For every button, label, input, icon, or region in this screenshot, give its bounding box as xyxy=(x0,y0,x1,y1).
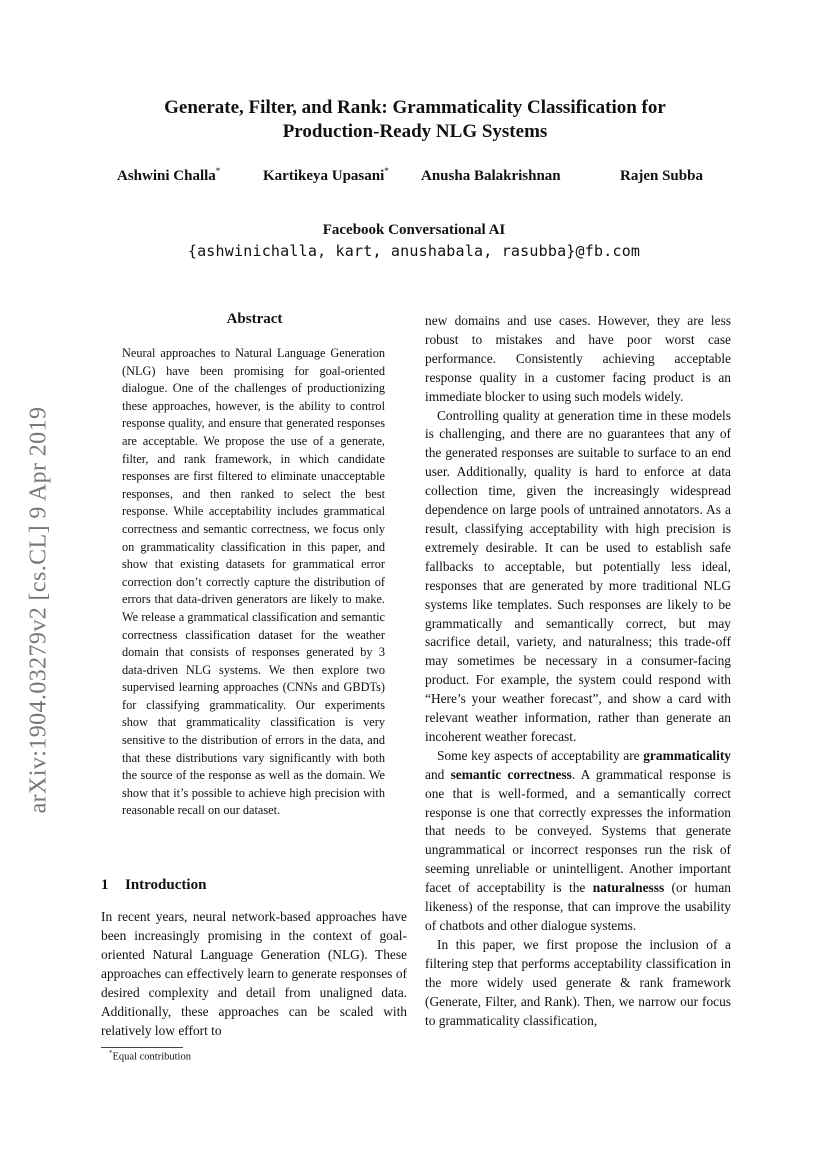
term-grammaticality: grammaticality xyxy=(643,747,731,763)
title-line-1: Generate, Filter, and Rank: Grammaticality Classification for xyxy=(164,97,666,118)
title-line-2: Production-Ready NLG Systems xyxy=(282,121,548,142)
right-column xyxy=(425,312,731,1030)
right-paragraph-1: new domains and use cases. However, they are less robust to mistakes and have poor worst case performance. Consistently achieving acceptable response quality in a customer facing product is an immediate blocker to using such models widely. xyxy=(425,313,731,404)
author-emails: {ashwinichalla, kart, anushabala, rasubba}@fb.com xyxy=(187,242,641,260)
abstract-text: Neural approaches to Natural Language Generation (NLG) have been promising for goal-oriented dialogue. One of the challenges of productionizing these approaches, however, is the ability to control response quality, and ensure that generated responses are acceptable. We propose the use of a generate, filter, and rank framework, in which candidate responses are first filtered to eliminate unacceptable responses, and then ranked to select the best response. While acceptability includes grammatical correctness and semantic correctness, we focus only on grammaticality classification in this paper, and show that existing datasets for grammatical error correction don’t correctly capture the distribution of errors that data-driven generators are likely to make. We release a grammatical classification and semantic correctness classification dataset for the weather domain that consists of responses generated by 3 data-driven NLG systems. We then explore two supervised learning approaches (CNNs and GBDTs) for classifying grammaticality. Our experiments show that grammaticality classification is very sensitive to the distribution of errors in the data, and that these distributions vary significantly with both the source of the response as well as the domain. We show that it’s possible to achieve high precision with reasonable recall on our dataset. xyxy=(122,346,385,818)
intro-body xyxy=(101,907,407,1040)
right-paragraph-3: Some key aspects of acceptability are grammaticality and semantic correctness. A grammatical response is one that is well-formed, and a semantically correct response is one that correctly expresses the information that needs to be conveyed. Systems that generate ungrammatical or incorrect responses run the risk of seeming unreliable or unintelligent. Another important facet of acceptability is the naturalnesss (or human likeness) of the response, that can improve the usability of chatbots and other dialogue systems. xyxy=(425,747,731,933)
footnote-rule xyxy=(101,1047,183,1048)
section-title: Introduction xyxy=(125,877,207,893)
affiliation: Facebook Conversational AI xyxy=(322,222,506,238)
section-heading-introduction xyxy=(101,877,206,894)
abstract-body xyxy=(122,345,385,820)
section-number: 1 xyxy=(101,877,109,893)
arxiv-stamp xyxy=(24,375,54,845)
author-2: Kartikeya Upasani* xyxy=(263,166,389,184)
term-naturalness: naturalnesss xyxy=(592,880,665,896)
footnote: *Equal contribution xyxy=(109,1049,191,1063)
author-1: Ashwini Challa* xyxy=(117,166,221,184)
intro-paragraph-1: In recent years, neural network-based approaches have been increasingly promising in the context of goal-oriented Natural Language Generation (NLG). These approaches can effectively learn to generate responses of desired complexity and detail from unaligned data. Additionally, these approaches can be scaled with relatively low effort to xyxy=(101,909,407,1038)
right-paragraph-2: Controlling quality at generation time in these models is challenging, and there are no guarantees that any of the generated responses are suitable to surface to an end user. Additionally, quality is hard to enforce at data collection time, given the increasingly widespread dependence on large pools of untrained annotators. As a result, classifying acceptability with high precision is extremely desirable. It can be used to establish safe fallbacks to acceptable, but potentially less ideal, responses that are generated by more traditional NLG systems like templates. Such responses are likely to be grammatically and semantically correct, but may sacrifice detail, variety, and naturalness; this trade-off may sometimes be necessary in a consumer-facing product. For example, the system could respond with “Here’s your weather forecast”, and show a card with relevant weather information, rather than generate an incoherent weather forecast. xyxy=(425,407,731,744)
right-paragraph-4: In this paper, we first propose the inclusion of a filtering step that performs acceptability classification in the more widely used generate & rank framework (Generate, Filter, and Rank). Then, we narrow our focus to grammaticality classification, xyxy=(425,936,731,1028)
abstract-heading: Abstract xyxy=(226,311,283,327)
author-4: Rajen Subba xyxy=(620,168,703,184)
arxiv-stamp-text: arXiv:1904.03279v2 [cs.CL] 9 Apr 2019 xyxy=(25,406,52,814)
term-semantic-correctness: semantic correctness xyxy=(450,766,572,782)
author-list xyxy=(0,168,828,192)
paper-title xyxy=(100,96,730,144)
author-3: Anusha Balakrishnan xyxy=(421,168,561,184)
